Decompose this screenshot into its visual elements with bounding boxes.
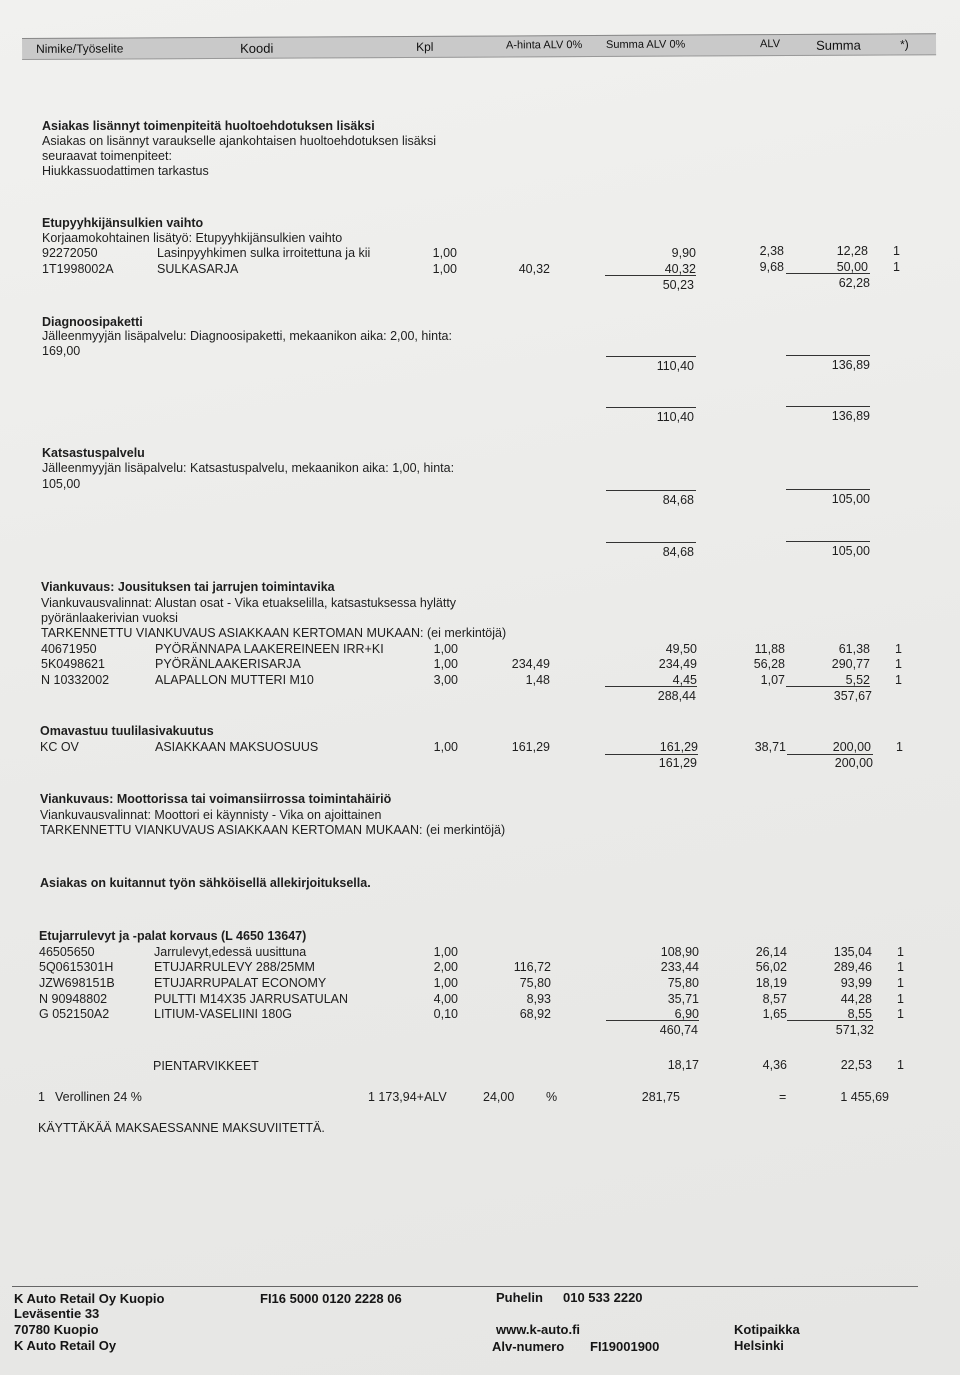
item-sum: 18,17 [667, 1058, 699, 1072]
section-text: pyöränlaakerivian vuoksi [41, 611, 178, 625]
item-code: N 10332002 [41, 673, 110, 687]
vat-label: Verollinen 24 % [55, 1090, 142, 1104]
header-alv: ALV [760, 38, 781, 51]
section-text: seuraavat toimenpiteet: [42, 149, 172, 163]
item-code: G 052150A2 [39, 1007, 110, 1021]
subtotal-total: 571,32 [835, 1023, 874, 1037]
item-mark: 1 [897, 945, 904, 959]
subtotal-sum: 50,23 [662, 278, 694, 292]
item-qty: 1,00 [433, 642, 458, 656]
item-total: 8,55 [847, 1007, 872, 1021]
subtotal-sum: 84,68 [662, 493, 694, 507]
item-qty: 3,00 [433, 673, 458, 687]
item-name: SULKASARJA [157, 262, 239, 276]
footer-street: Leväsentie 33 [14, 1306, 100, 1321]
item-sum: 75,80 [667, 976, 699, 990]
item-name: Lasinpyyhkimen sulka irroitettuna ja kii [157, 246, 371, 260]
section-text: TARKENNETTU VIANKUVAUS ASIAKKAAN KERTOMAN MUKAAN: (ei merkintöjä) [41, 626, 507, 640]
subtotal-line [606, 542, 696, 543]
subtotal-total: 105,00 [831, 544, 870, 558]
item-name: PYÖRÄNLAAKERISARJA [155, 657, 301, 671]
section-text: TARKENNETTU VIANKUVAUS ASIAKKAAN KERTOMAN MUKAAN: (ei merkintöjä) [40, 823, 506, 837]
vat-index: 1 [38, 1090, 45, 1104]
footer-web: www.k-auto.fi [496, 1322, 581, 1337]
item-total: 5,52 [845, 673, 870, 687]
item-name: ASIAKKAAN MAKSUOSUUS [155, 740, 319, 754]
item-code: 5K0498621 [41, 657, 105, 671]
item-mark: 1 [896, 740, 903, 754]
payment-notice: KÄYTTÄKÄÄ MAKSAESSANNE MAKSUVIITETTÄ. [38, 1121, 325, 1135]
item-unit-price: 75,80 [519, 976, 551, 990]
header-a-hinta: A-hinta ALV 0% [506, 39, 583, 52]
section-title: Katsastuspalvelu [42, 446, 145, 460]
item-sum: 161,29 [659, 740, 698, 754]
item-sum: 4,45 [672, 673, 697, 687]
item-qty: 4,00 [433, 992, 458, 1006]
vat-tax: 281,75 [641, 1090, 680, 1104]
item-alv: 38,71 [754, 740, 786, 754]
vat-base: 1 173,94+ALV [368, 1090, 447, 1104]
subtotal-line [605, 754, 698, 755]
footer-domicile: Helsinki [734, 1338, 784, 1353]
subtotal-line [787, 1020, 873, 1021]
header-mark: *) [900, 37, 909, 52]
item-total: 44,28 [840, 992, 872, 1006]
item-total: 135,04 [833, 945, 872, 959]
subtotal-sum: 110,40 [656, 359, 694, 373]
item-mark: 1 [897, 1007, 904, 1021]
table-header [22, 33, 936, 60]
item-qty: 1,00 [432, 246, 457, 260]
subtotal-line [786, 355, 870, 356]
item-alv: 56,02 [755, 960, 787, 974]
section-text: Jälleenmyyjän lisäpalvelu: Diagnoosipaketti, mekaanikon aika: 2,00, hinta: [42, 329, 452, 343]
header-nimike: Nimike/Työselite [36, 41, 124, 56]
vat-percent-sign: % [546, 1090, 558, 1104]
section-title: Etupyyhkijänsulkien vaihto [42, 216, 204, 230]
item-code: 5Q0615301H [39, 960, 114, 974]
subtotal-total: 62,28 [838, 276, 870, 290]
item-code: 1T1998002A [42, 262, 114, 276]
subtotal-sum: 288,44 [657, 689, 696, 703]
subtotal-sum: 110,40 [656, 410, 694, 424]
footer-company: K Auto Retail Oy Kuopio [14, 1291, 165, 1306]
item-sum: 49,50 [665, 642, 697, 656]
item-alv: 11,88 [754, 642, 785, 656]
section-title: Viankuvaus: Jousituksen tai jarrujen toimintavika [41, 580, 335, 594]
item-total: 289,46 [833, 960, 872, 974]
item-name: ETUJARRULEVY 288/25MM [154, 960, 315, 974]
footer-phone: 010 533 2220 [563, 1290, 643, 1305]
item-name: LITIUM-VASELIINI 180G [154, 1007, 293, 1021]
header-summa-alv0: Summa ALV 0% [606, 38, 686, 51]
subtotal-total: 105,00 [831, 492, 870, 506]
item-qty: 1,00 [433, 657, 458, 671]
item-total: 93,99 [840, 976, 872, 990]
item-code: N 90948802 [39, 992, 108, 1006]
item-sum: 9,90 [671, 246, 696, 260]
item-name: PULTTI M14X35 JARRUSATULAN [154, 992, 349, 1006]
item-name: PYÖRÄNNAPA LAAKEREINEEN IRR+KI [155, 642, 384, 656]
item-name: ALAPALLON MUTTERI M10 [155, 673, 314, 687]
subtotal-line [786, 686, 870, 687]
section-text: 105,00 [42, 477, 81, 491]
section-text: Hiukkassuodattimen tarkastus [42, 164, 209, 178]
item-alv: 2,38 [759, 244, 784, 258]
item-total: 290,77 [831, 657, 870, 671]
item-unit-price: 8,93 [526, 992, 551, 1006]
item-qty: 1,00 [433, 740, 458, 754]
footer-domicile-label: Kotipaikka [734, 1322, 800, 1337]
subtotal-total: 136,89 [831, 409, 870, 423]
subtotal-line [606, 407, 696, 408]
vat-equals: = [779, 1090, 787, 1104]
item-code: 40671950 [41, 642, 97, 656]
subtotal-line [606, 490, 696, 491]
footer-city: 70780 Kuopio [14, 1322, 99, 1337]
item-alv: 18,19 [755, 976, 787, 990]
item-unit-price: 116,72 [513, 960, 551, 974]
item-total: 50,00 [836, 260, 868, 274]
item-mark: 1 [897, 960, 904, 974]
item-unit-price: 40,32 [518, 262, 550, 276]
item-alv: 26,14 [755, 945, 787, 959]
section-text: Viankuvausvalinnat: Alustan osat - Vika etuakselilla, katsastuksessa hylätty [41, 596, 457, 610]
section-text: 169,00 [42, 344, 81, 358]
item-alv: 1,07 [760, 673, 785, 687]
item-alv: 1,65 [762, 1007, 787, 1021]
item-qty: 1,00 [432, 262, 457, 276]
footer-divider [12, 1286, 918, 1287]
item-mark: 1 [895, 673, 902, 687]
section-title: Etujarrulevyt ja -palat korvaus (L 4650 13647) [39, 929, 307, 943]
item-qty: 1,00 [433, 976, 458, 990]
item-qty: 1,00 [433, 945, 458, 959]
item-sum: 40,32 [664, 262, 696, 276]
item-mark: 1 [895, 657, 902, 671]
item-mark: 1 [897, 976, 904, 990]
subtotal-total: 136,89 [831, 358, 870, 372]
item-name: Jarrulevyt,edessä uusittuna [154, 945, 307, 959]
section-text: Viankuvausvalinnat: Moottori ei käynnisty - Vika on ajoittainen [40, 808, 382, 822]
section-text: Jälleenmyyjän lisäpalvelu: Katsastuspalvelu, mekaanikon aika: 1,00, hinta: [42, 461, 455, 475]
item-qty: 0,10 [433, 1007, 458, 1021]
item-code: KC OV [40, 740, 79, 754]
section-title: Omavastuu tuulilasivakuutus [40, 724, 214, 738]
item-alv: 9,68 [759, 260, 784, 274]
section-title: Diagnoosipaketti [42, 315, 143, 329]
item-unit-price: 234,49 [511, 657, 550, 671]
item-mark: 1 [895, 642, 902, 656]
item-mark: 1 [897, 992, 904, 1006]
footer-vat-label: Alv-numero [492, 1339, 565, 1354]
subtotal-sum: 460,74 [659, 1023, 698, 1037]
header-koodi: Koodi [240, 40, 274, 56]
item-sum: 35,71 [667, 992, 699, 1006]
footer-iban: FI16 5000 0120 2228 06 [260, 1291, 402, 1306]
subtotal-line [787, 754, 873, 755]
subtotal-line [786, 541, 870, 542]
subtotal-line [606, 356, 696, 357]
item-unit-price: 68,92 [519, 1007, 551, 1021]
header-kpl: Kpl [416, 39, 434, 54]
footer-company-2: K Auto Retail Oy [14, 1338, 117, 1353]
item-sum: 108,90 [660, 945, 699, 959]
subtotal-line [786, 273, 870, 274]
item-mark: 1 [897, 1058, 904, 1072]
subtotal-line [605, 686, 697, 687]
item-qty: 2,00 [433, 960, 458, 974]
subtotal-line [786, 489, 870, 490]
item-total: 61,38 [838, 642, 870, 656]
item-code: 46505650 [39, 945, 95, 959]
subtotal-sum: 161,29 [658, 756, 697, 770]
vat-total: 1 455,69 [840, 1090, 889, 1104]
section-title: Asiakas lisännyt toimenpiteitä huoltoehdotuksen lisäksi [42, 119, 375, 133]
subtotal-line [605, 275, 696, 276]
item-sum: 233,44 [660, 960, 699, 974]
item-total: 200,00 [832, 740, 871, 754]
section-text: Asiakas on lisännyt varaukselle ajankohtaisen huoltoehdotuksen lisäksi [42, 134, 436, 148]
item-mark: 1 [893, 260, 900, 274]
subtotal-line [606, 1020, 699, 1021]
item-alv: 56,28 [753, 657, 785, 671]
section-text: Korjaamokohtainen lisätyö: Etupyyhkijänsulkien vaihto [42, 231, 343, 245]
item-name: PIENTARVIKKEET [153, 1059, 259, 1073]
item-unit-price: 161,29 [511, 740, 550, 754]
item-name: ETUJARRUPALAT ECONOMY [154, 976, 327, 990]
item-code: 92272050 [42, 246, 98, 260]
footer-phone-label: Puhelin [496, 1290, 543, 1305]
section-title: Viankuvaus: Moottorissa tai voimansiirrossa toimintahäiriö [40, 792, 392, 806]
header-summa: Summa [816, 37, 861, 53]
item-mark: 1 [893, 244, 900, 258]
item-total: 22,53 [840, 1058, 872, 1072]
item-total: 12,28 [836, 244, 868, 258]
item-alv: 8,57 [762, 992, 787, 1006]
vat-rate: 24,00 [483, 1090, 515, 1104]
item-sum: 234,49 [658, 657, 697, 671]
footer-vat-number: FI19001900 [590, 1339, 660, 1354]
item-unit-price: 1,48 [525, 673, 550, 687]
signature-note: Asiakas on kuitannut työn sähköisellä allekirjoituksella. [40, 876, 371, 890]
item-sum: 6,90 [674, 1007, 699, 1021]
item-code: JZW698151B [39, 976, 115, 990]
subtotal-total: 200,00 [834, 756, 873, 770]
subtotal-total: 357,67 [833, 689, 872, 703]
subtotal-line [786, 406, 870, 407]
subtotal-sum: 84,68 [662, 545, 694, 559]
item-alv: 4,36 [762, 1058, 787, 1072]
